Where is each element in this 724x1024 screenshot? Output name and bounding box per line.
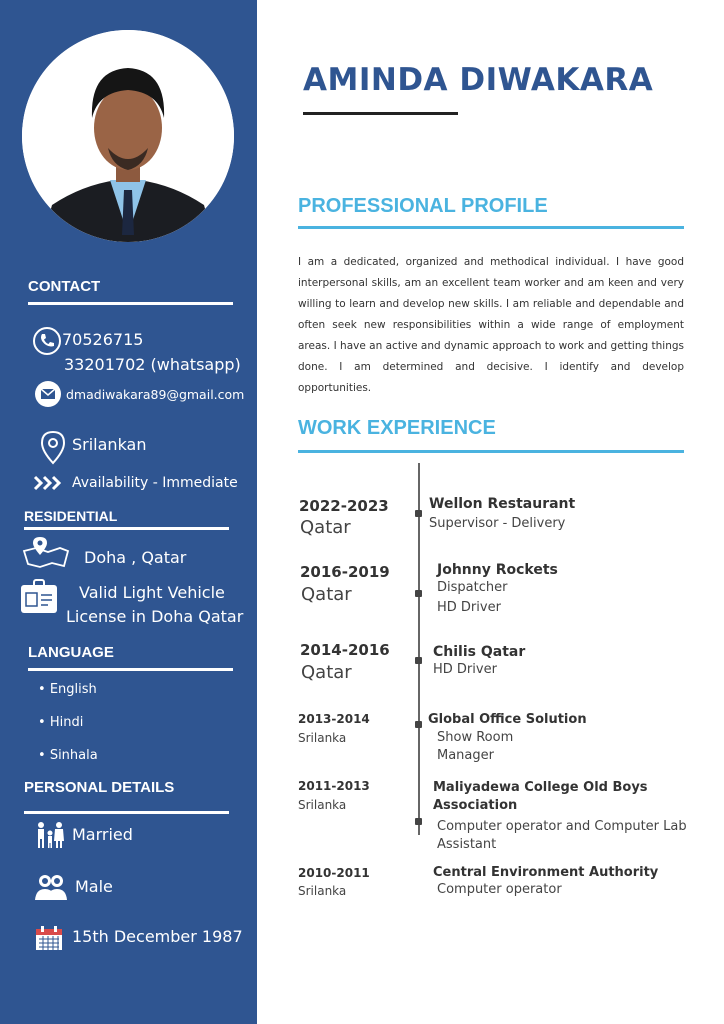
job-role: Manager (437, 748, 494, 763)
job-role: HD Driver (433, 662, 497, 677)
phone-number-2: 33201702 (whatsapp) (64, 355, 241, 374)
job-location: Srilanka (298, 798, 347, 812)
job-location: Qatar (300, 517, 351, 538)
license-line-2: License in Doha Qatar (66, 607, 244, 626)
job-years: 2014-2016 (300, 641, 390, 659)
sidebar (0, 0, 257, 1024)
availability: Availability - Immediate (72, 475, 238, 491)
job-company-cont: Association (433, 798, 518, 813)
timeline-marker (415, 510, 422, 517)
residential-divider (24, 527, 229, 530)
professional-profile-title: PROFESSIONAL PROFILE (298, 195, 548, 217)
job-role: Dispatcher (437, 580, 508, 595)
email-icon (34, 380, 62, 408)
profile-text: I am a dedicated, organized and methodical individual. I have good interpersonal skills, am an excellent team worker and am keen and very willing to learn and develop new skills. I am reliable and dependable and often seek new responsibilities within a wide range of employment areas. I have an active and dynamic approach to work and getting things done. I am determined and decisive. I identify and develop opportunities. (298, 256, 684, 394)
job-role: Assistant (437, 837, 497, 852)
map-icon (20, 535, 72, 569)
job-role: Supervisor - Delivery (429, 516, 566, 531)
timeline-marker (415, 590, 422, 597)
marital-status: Married (72, 825, 133, 844)
job-role: HD Driver (437, 600, 501, 615)
residential-title: RESIDENTIAL (24, 508, 118, 524)
family-icon (34, 820, 66, 850)
date-of-birth: 15th December 1987 (72, 927, 243, 946)
job-company: Central Environment Authority (433, 865, 659, 880)
profile-divider (298, 226, 684, 229)
job-years: 2016-2019 (300, 563, 390, 581)
candidate-name: AMINDA DIWAKARA (303, 62, 654, 98)
language-title: LANGUAGE (28, 644, 114, 661)
job-company: Johnny Rockets (437, 562, 558, 578)
gender: Male (75, 877, 113, 896)
location-pin-icon (40, 430, 66, 466)
email-address: dmadiwakara89@gmail.com (66, 387, 245, 402)
phone-number-1: 70526715 (62, 330, 144, 349)
job-location: Srilanka (298, 884, 347, 898)
timeline-marker (415, 657, 422, 664)
chevrons-right-icon (33, 474, 63, 492)
people-icon (34, 873, 68, 901)
job-years: 2010-2011 (298, 866, 370, 880)
calendar-icon (34, 924, 64, 952)
timeline-marker (415, 721, 422, 728)
contact-divider (28, 302, 233, 305)
job-company: Chilis Qatar (433, 644, 526, 660)
work-divider (298, 450, 684, 453)
language-divider (28, 668, 233, 671)
job-role: Computer operator (437, 882, 562, 897)
job-location: Qatar (301, 584, 352, 605)
license-line-1: Valid Light Vehicle (79, 583, 225, 602)
profile-photo (22, 30, 234, 242)
personal-details-title: PERSONAL DETAILS (24, 779, 175, 796)
phone-icon (32, 326, 62, 356)
timeline-marker (415, 818, 422, 825)
job-role: Computer operator and Computer Lab (437, 819, 687, 834)
residence: Doha , Qatar (84, 548, 187, 567)
language-item: • Sinhala (38, 748, 98, 763)
job-company: Wellon Restaurant (429, 496, 576, 512)
job-years: 2013-2014 (298, 712, 370, 726)
job-role: Show Room (437, 730, 514, 745)
job-years: 2011-2013 (298, 779, 370, 793)
work-experience-title: WORK EXPERIENCE (298, 417, 496, 439)
job-location: Qatar (301, 662, 352, 683)
job-company: Maliyadewa College Old Boys (433, 780, 648, 795)
timeline-line (418, 463, 420, 835)
name-underline (303, 112, 458, 115)
nationality: Srilankan (72, 435, 147, 454)
language-item: • Hindi (38, 715, 84, 730)
personal-details-divider (24, 811, 229, 814)
id-card-icon (18, 577, 60, 617)
job-location: Srilanka (298, 731, 347, 745)
language-item: • English (38, 682, 97, 697)
job-years: 2022-2023 (299, 497, 389, 515)
job-company: Global Office Solution (428, 712, 587, 727)
contact-title: CONTACT (28, 278, 101, 295)
